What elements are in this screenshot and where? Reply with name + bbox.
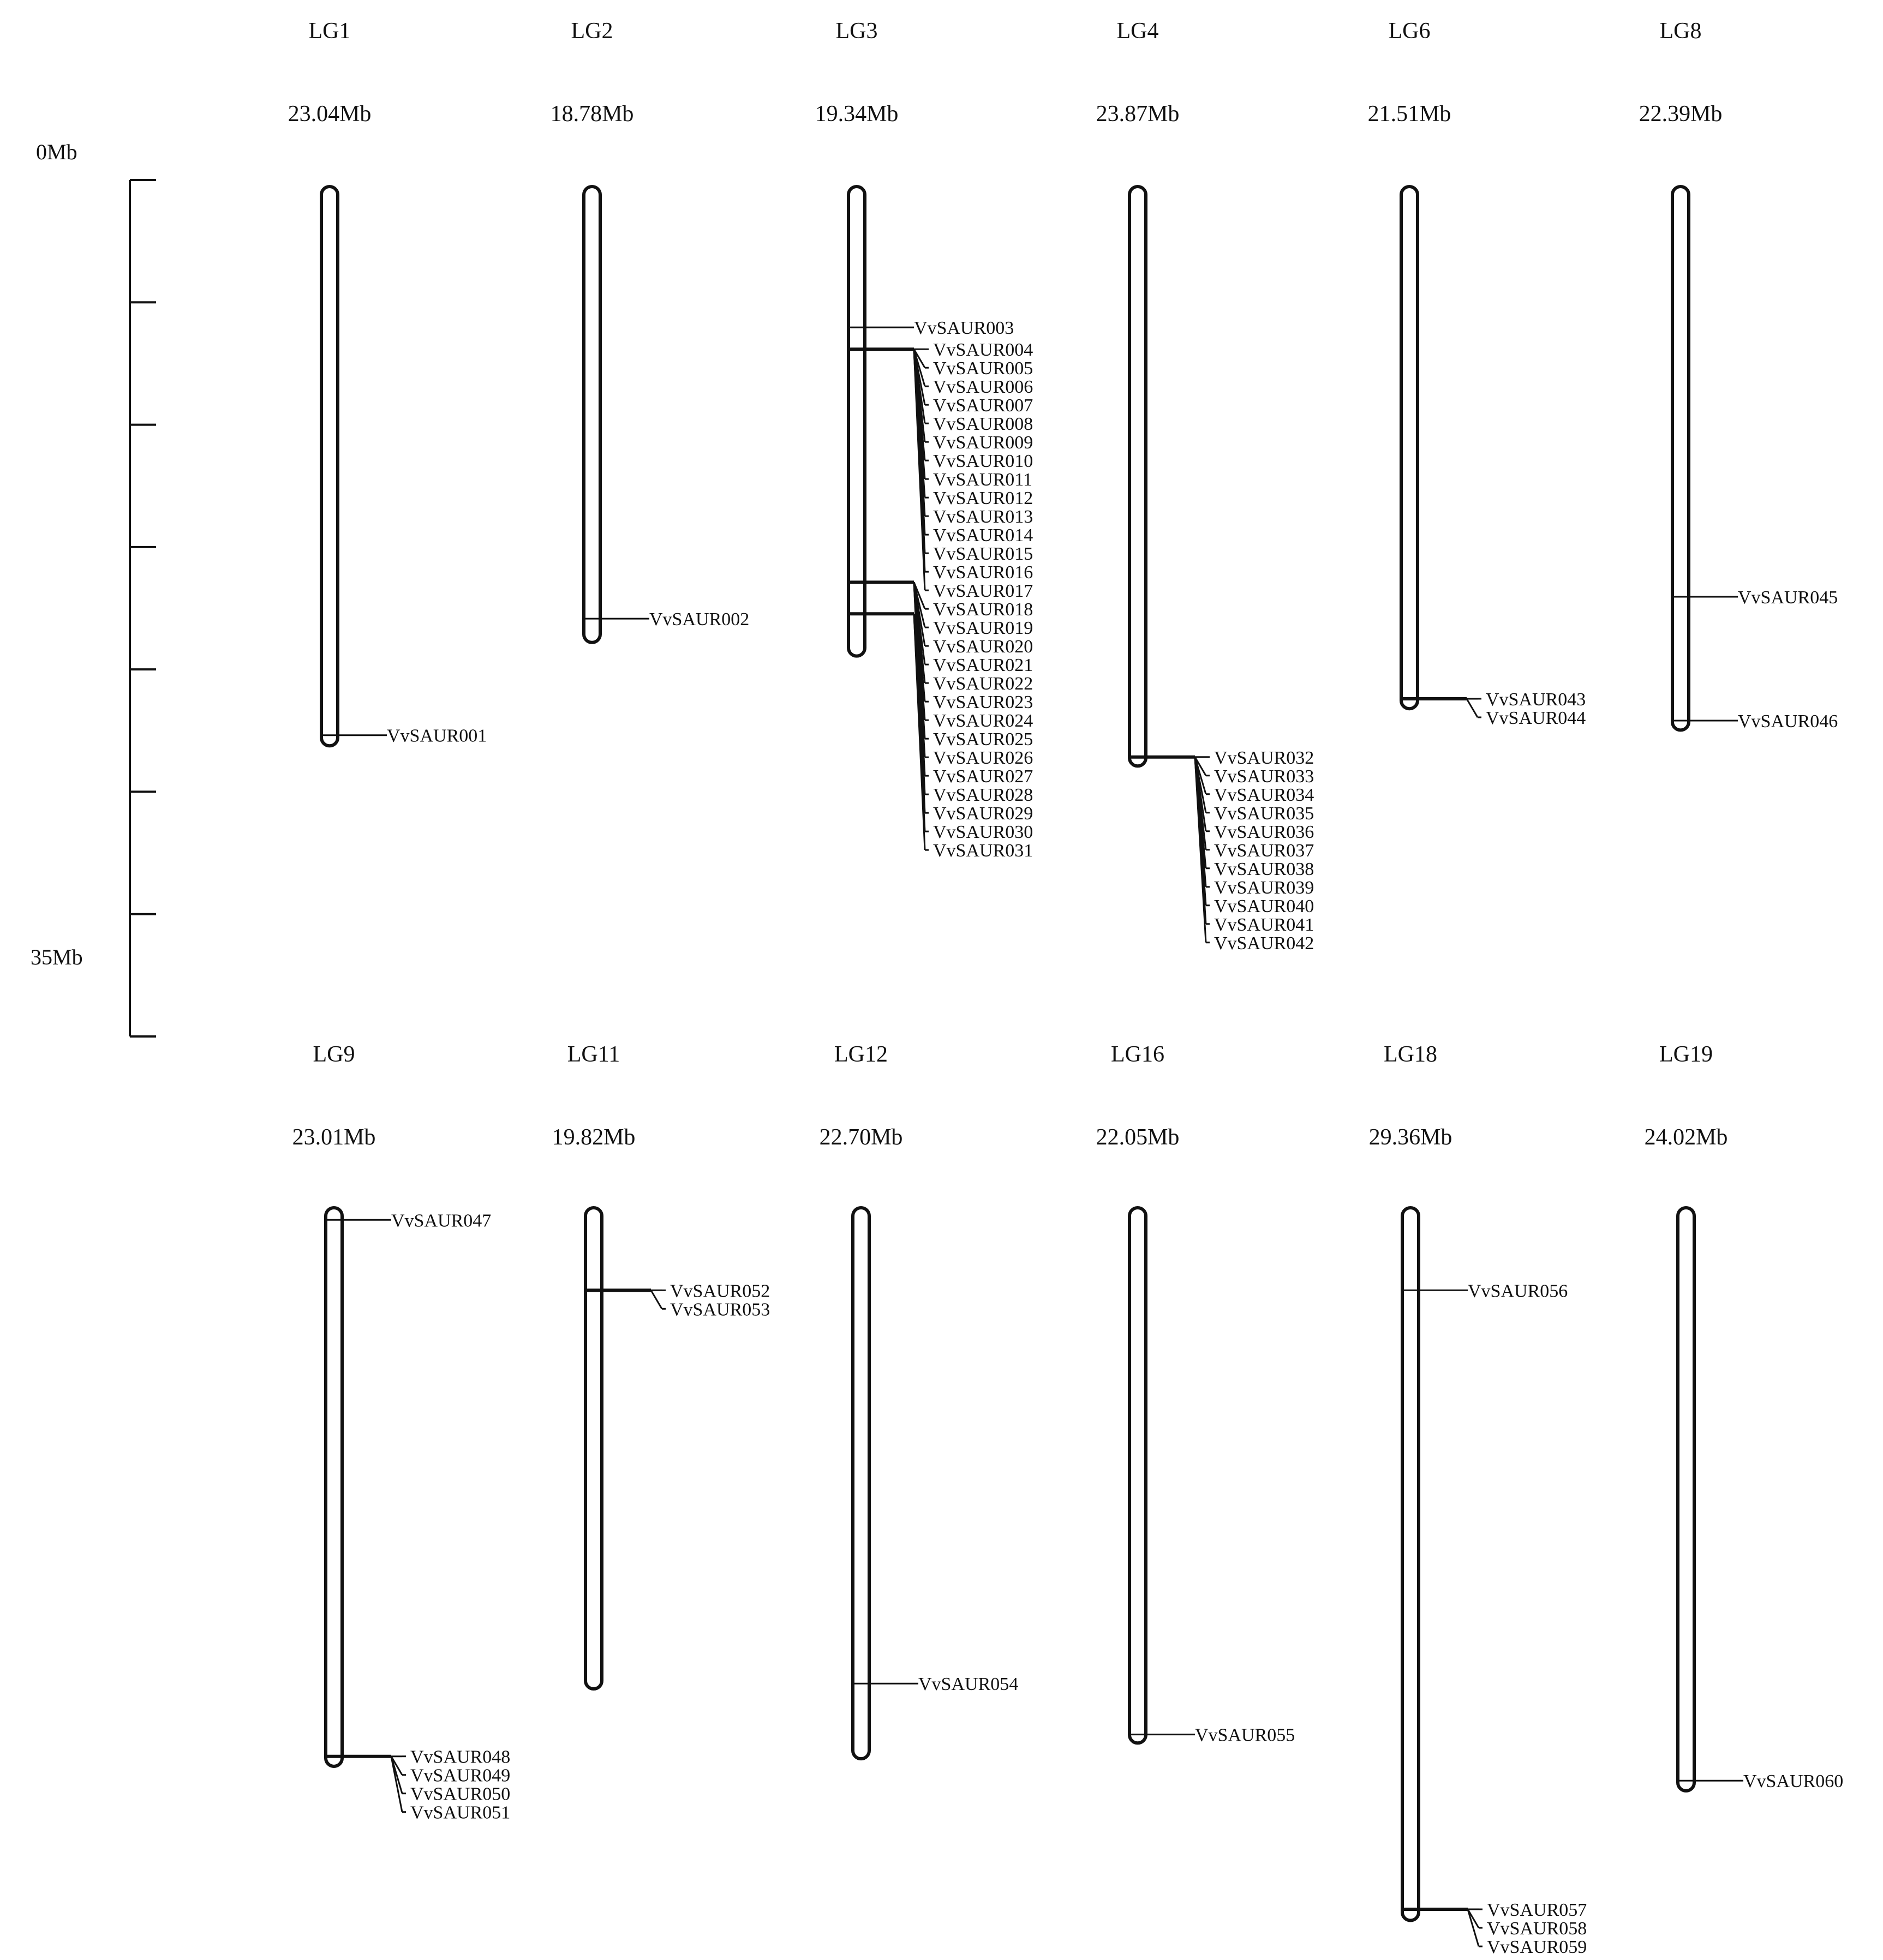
gene-label: VvSAUR060 — [1743, 1771, 1844, 1792]
gene-label: VvSAUR034 — [1214, 784, 1314, 805]
gene-label: VvSAUR030 — [933, 822, 1033, 843]
gene-label: VvSAUR058 — [1487, 1919, 1587, 1939]
chromosome-name: LG16 — [1111, 1042, 1164, 1067]
chromosome-lg19 — [1645, 1042, 1844, 1791]
chromosome-size: 22.05Mb — [1096, 1125, 1180, 1150]
chromosome-lg12 — [820, 1042, 1019, 1759]
gene-label: VvSAUR050 — [410, 1784, 511, 1805]
chromosome-lg2 — [551, 19, 750, 643]
gene-label: VvSAUR043 — [1486, 689, 1586, 710]
chromosome-body — [585, 1208, 602, 1689]
gene-label: VvSAUR039 — [1214, 877, 1314, 898]
scale-end-label: 35Mb — [31, 945, 83, 969]
gene-label: VvSAUR045 — [1738, 588, 1838, 608]
chromosome-set — [288, 19, 1844, 1957]
gene-label: VvSAUR047 — [391, 1210, 492, 1231]
gene-label: VvSAUR028 — [933, 785, 1033, 806]
gene-label: VvSAUR006 — [933, 377, 1033, 398]
gene-label: VvSAUR009 — [933, 433, 1033, 453]
gene-label: VvSAUR010 — [933, 451, 1033, 472]
chromosome-name: LG4 — [1116, 19, 1159, 44]
chromosome-name: LG9 — [313, 1042, 355, 1067]
gene-label: VvSAUR002 — [649, 609, 750, 630]
gene-label: VvSAUR029 — [933, 804, 1033, 824]
chromosome-name: LG8 — [1659, 19, 1702, 44]
gene-label: VvSAUR019 — [933, 618, 1033, 639]
scale-start-label: 0Mb — [36, 140, 77, 164]
chromosome-name: LG1 — [308, 19, 351, 44]
chromosome-body — [1401, 187, 1418, 709]
gene-label: VvSAUR042 — [1214, 933, 1314, 954]
chromosome-lg9 — [292, 1042, 511, 1823]
gene-label: VvSAUR046 — [1738, 711, 1838, 732]
gene-connector — [1467, 699, 1478, 717]
chromosome-body — [848, 187, 865, 656]
chromosome-lg4 — [1096, 19, 1314, 954]
gene-label: VvSAUR053 — [670, 1299, 770, 1320]
chromosome-lg11 — [552, 1042, 770, 1689]
gene-label: VvSAUR004 — [933, 340, 1033, 361]
gene-label: VvSAUR035 — [1214, 803, 1314, 824]
chromosome-lg18 — [1369, 1042, 1587, 1957]
chromosome-lg8 — [1639, 19, 1838, 732]
gene-label: VvSAUR011 — [933, 470, 1032, 490]
chromosome-size: 23.04Mb — [288, 101, 372, 127]
gene-label: VvSAUR059 — [1487, 1937, 1587, 1958]
gene-label: VvSAUR057 — [1487, 1900, 1587, 1921]
chromosome-body — [1402, 1208, 1419, 1921]
gene-label: VvSAUR003 — [914, 318, 1014, 339]
chromosome-name: LG6 — [1388, 19, 1431, 44]
chromosome-size: 18.78Mb — [550, 101, 634, 127]
chromosome-size: 29.36Mb — [1368, 1125, 1452, 1150]
gene-label: VvSAUR020 — [933, 637, 1033, 657]
chromosome-size: 21.51Mb — [1367, 101, 1451, 127]
chromosome-lg6 — [1368, 19, 1586, 728]
gene-label: VvSAUR025 — [933, 729, 1033, 750]
chromosome-body — [853, 1208, 869, 1759]
chromosome-size: 23.87Mb — [1096, 101, 1180, 127]
gene-label: VvSAUR027 — [933, 766, 1033, 787]
gene-label: VvSAUR013 — [933, 507, 1033, 528]
chromosome-name: LG2 — [571, 19, 613, 44]
gene-label: VvSAUR054 — [918, 1674, 1019, 1695]
chromosome-name: LG11 — [567, 1042, 620, 1067]
chromosome-size: 22.39Mb — [1639, 101, 1723, 127]
chromosome-lg16 — [1096, 1042, 1295, 1746]
gene-label: VvSAUR040 — [1214, 896, 1314, 916]
gene-label: VvSAUR033 — [1214, 766, 1314, 787]
chromosome-body — [1129, 187, 1146, 766]
gene-connector — [651, 1290, 662, 1309]
chromosome-size: 19.82Mb — [552, 1125, 636, 1150]
chromosome-lg1 — [288, 19, 487, 746]
gene-label: VvSAUR052 — [670, 1281, 770, 1302]
gene-label: VvSAUR007 — [933, 395, 1033, 416]
chromosome-body — [1129, 1208, 1146, 1743]
chromosome-body — [1672, 187, 1689, 730]
gene-label: VvSAUR001 — [387, 726, 487, 746]
gene-label: VvSAUR018 — [933, 600, 1033, 620]
gene-label: VvSAUR048 — [410, 1747, 511, 1767]
gene-label: VvSAUR041 — [1214, 914, 1314, 935]
chromosome-size: 24.02Mb — [1644, 1125, 1728, 1150]
gene-label: VvSAUR024 — [933, 711, 1033, 732]
gene-label: VvSAUR005 — [933, 358, 1033, 379]
gene-label: VvSAUR031 — [933, 841, 1033, 861]
gene-label: VvSAUR012 — [933, 488, 1033, 509]
gene-label: VvSAUR037 — [1214, 840, 1314, 861]
gene-label: VvSAUR015 — [933, 544, 1033, 565]
gene-label: VvSAUR049 — [410, 1765, 511, 1786]
gene-label: VvSAUR056 — [1468, 1281, 1568, 1302]
chromosome-name: LG18 — [1384, 1042, 1437, 1067]
scale-bar — [31, 140, 156, 1036]
chromosome-body — [584, 187, 600, 643]
gene-connector — [1468, 1909, 1479, 1946]
gene-label: VvSAUR026 — [933, 748, 1033, 769]
chromosome-size: 19.34Mb — [815, 101, 899, 127]
gene-label: VvSAUR038 — [1214, 859, 1314, 879]
chromosome-name: LG12 — [834, 1042, 888, 1067]
gene-label: VvSAUR022 — [933, 674, 1033, 694]
gene-label: VvSAUR014 — [933, 525, 1033, 546]
gene-label: VvSAUR032 — [1214, 747, 1314, 768]
chromosome-size: 22.70Mb — [819, 1125, 903, 1150]
gene-label: VvSAUR036 — [1214, 822, 1314, 842]
gene-label: VvSAUR044 — [1486, 708, 1586, 728]
chromosome-body — [326, 1208, 342, 1766]
chromosome-body — [1678, 1208, 1694, 1791]
chromosome-name: LG3 — [835, 19, 878, 44]
chromosome-lg3 — [815, 19, 1033, 861]
chromosome-name: LG19 — [1659, 1042, 1713, 1067]
gene-label: VvSAUR008 — [933, 414, 1033, 435]
gene-label: VvSAUR023 — [933, 692, 1033, 713]
gene-label: VvSAUR017 — [933, 581, 1033, 602]
gene-label: VvSAUR021 — [933, 655, 1033, 676]
gene-label: VvSAUR051 — [410, 1802, 511, 1823]
chromosome-body — [321, 187, 338, 746]
gene-label: VvSAUR055 — [1195, 1725, 1295, 1746]
gene-label: VvSAUR016 — [933, 562, 1033, 583]
chromosome-size: 23.01Mb — [292, 1125, 376, 1150]
